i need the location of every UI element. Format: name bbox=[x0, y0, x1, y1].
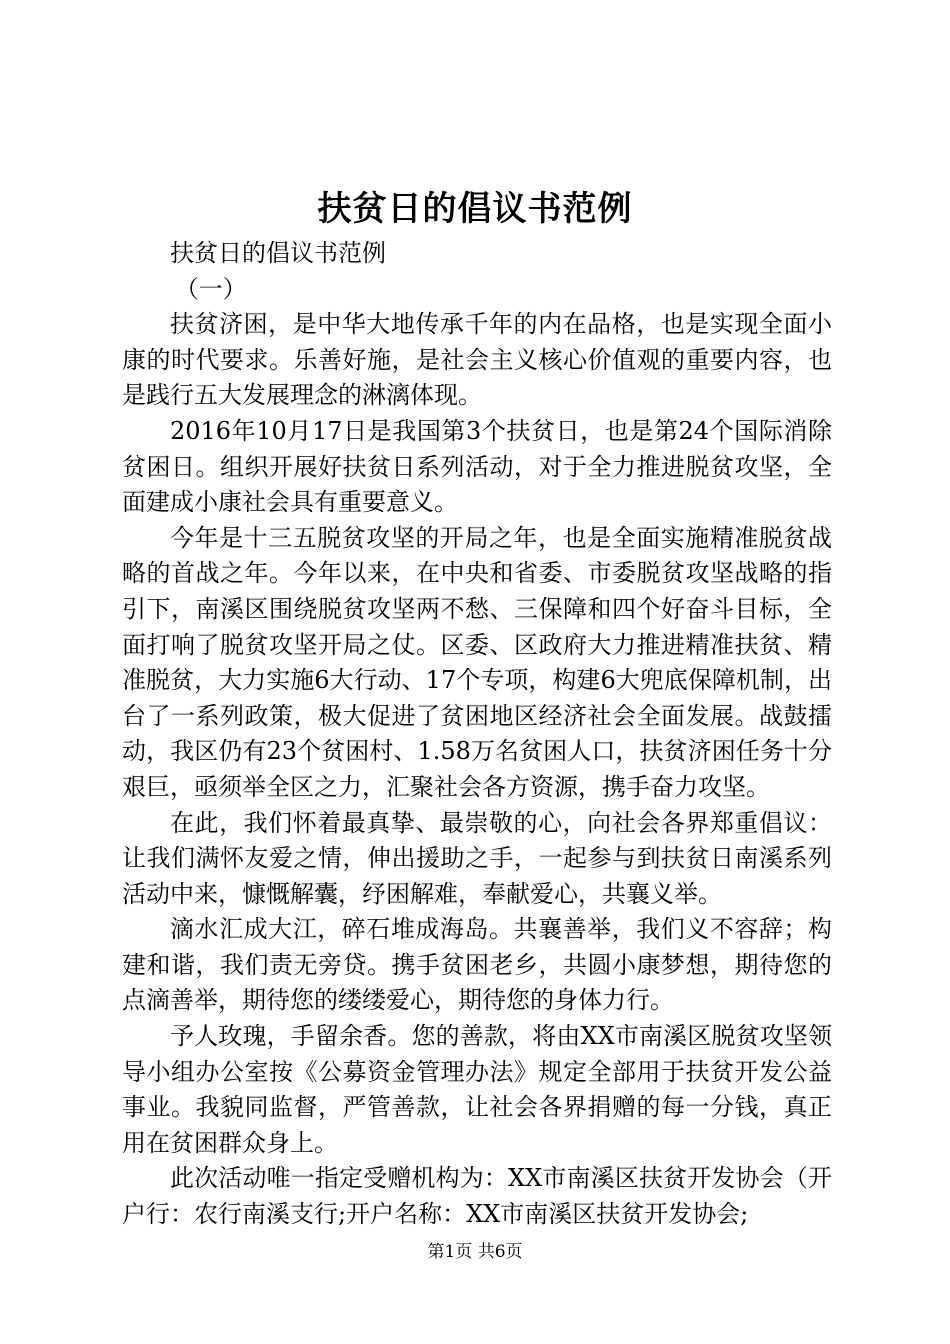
paragraph: 2016年10月17日是我国第3个扶贫日，也是第24个国际消除贫困日。组织开展好扶贫日系列活动，对于全力推进脱贫攻坚，全面建成小康社会具有重要意义。 bbox=[122, 416, 832, 517]
paragraph: 此次活动唯一指定受赠机构为：XX市南溪区扶贫开发协会（开户行：农行南溪支行;开户名称：XX市南溪区扶贫开发协会; bbox=[122, 1164, 832, 1229]
page-number-footer: 第1页 共6页 bbox=[427, 1242, 523, 1262]
paragraph: 扶贫济困，是中华大地传承千年的内在品格，也是实现全面小康的时代要求。乐善好施，是社会主义核心价值观的重要内容，也是践行五大发展理念的淋漓体现。 bbox=[122, 310, 832, 410]
document-subtitle: 扶贫日的倡议书范例 bbox=[170, 239, 386, 267]
document-body bbox=[122, 236, 832, 1233]
section-marker: （一） bbox=[174, 274, 247, 303]
paragraph: 滴水汇成大江，碎石堆成海岛。共襄善举，我们义不容辞；构建和谐，我们责无旁贷。携手贫困老乡，共圆小康梦想，期待您的点滴善举，期待您的缕缕爱心，期待您的身体力行。 bbox=[122, 915, 832, 1015]
paragraph: 予人玫瑰，手留余香。您的善款，将由XX市南溪区脱贫攻坚领导小组办公室按《公募资金管理办法》规定全部用于扶贫开发公益事业。我貌同监督，严管善款，让社会各界捐赠的每一分钱，真正用在贫困群众身上。 bbox=[122, 1022, 832, 1157]
document-title: 扶贫日的倡议书范例 bbox=[317, 189, 633, 229]
paragraph: 在此，我们怀着最真挚、最崇敬的心，向社会各界郑重倡议：让我们满怀友爱之情，伸出援助之手，一起参与到扶贫日南溪系列活动中来，慷慨解囊，纾困解难，奉献爱心，共襄义举。 bbox=[122, 808, 832, 908]
paragraph: 今年是十三五脱贫攻坚的开局之年，也是全面实施精准脱贫战略的首战之年。今年以来，在中央和省委、市委脱贫攻坚战略的指引下，南溪区围绕脱贫攻坚两不愁、三保障和四个好奋斗目标，全面打响了脱贫攻坚开局之仗。区委、区政府大力推进精准扶贫、精准脱贫，大力实施6大行动、17个专项，构建6大兜底保障机制，出台了一系列政策，极大促进了贫困地区经济社会全面发展。战鼓擂动，我区仍有23个贫困村、1.58万名贫困人口，扶贫济困任务十分艰巨，亟须举全区之力，汇聚社会各方资源，携手奋力攻坚。 bbox=[122, 523, 832, 801]
